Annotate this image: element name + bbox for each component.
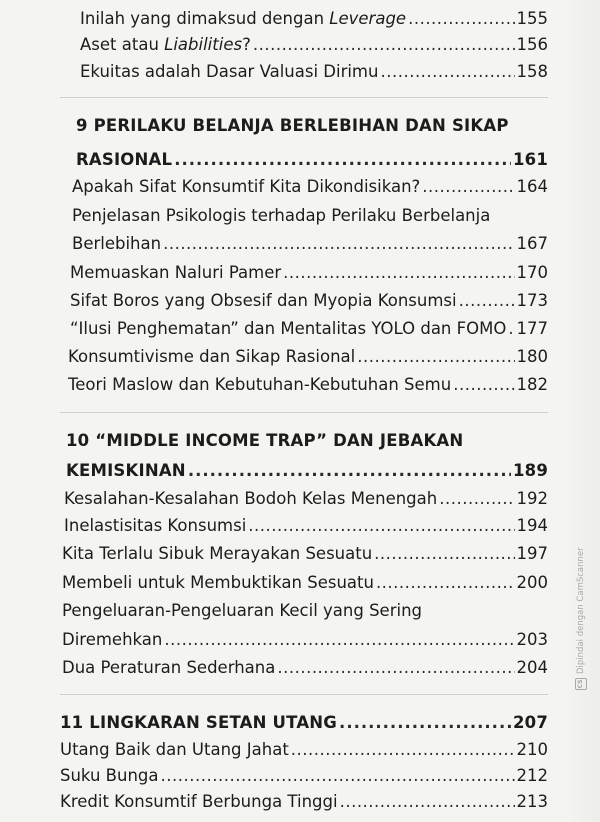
toc-entry[interactable] xyxy=(62,629,548,651)
dot-leader xyxy=(164,629,514,651)
entry-title: Kredit Konsumtif Berbunga Tinggi xyxy=(60,792,338,811)
page-number: 158 xyxy=(516,62,548,81)
chapter-10-heading-line2[interactable]: KEMISKINAN ..... 189 xyxy=(66,460,548,482)
toc-entry-line1[interactable] xyxy=(62,600,548,622)
page-number: 167 xyxy=(516,234,548,253)
entry-title: Kita Terlalu Sibuk Merayakan Sesuatu xyxy=(62,544,373,563)
dot-leader xyxy=(248,515,514,537)
toc-entry-liabilities[interactable] xyxy=(80,34,548,56)
entry-title: Dua Peraturan Sederhana xyxy=(62,658,276,677)
entry-title: Berlebihan xyxy=(72,234,162,253)
page-number: 173 xyxy=(516,291,548,310)
toc-entry[interactable] xyxy=(72,233,548,255)
page-number: 204 xyxy=(516,658,548,677)
page-number: 156 xyxy=(516,35,548,54)
entry-title-italic: Leverage xyxy=(329,9,407,28)
dot-leader xyxy=(188,460,511,482)
chapter-9-heading-line2[interactable]: RASIONAL ..... 161 xyxy=(76,149,548,171)
toc-entry[interactable] xyxy=(70,262,548,284)
page-number: 194 xyxy=(516,516,548,535)
entry-title: Inelastisitas Konsumsi xyxy=(64,516,247,535)
dot-leader xyxy=(374,543,514,565)
entry-title: Kesalahan-Kesalahan Bodoh Kelas Menengah xyxy=(64,489,438,508)
page-number: 200 xyxy=(516,573,548,592)
page-number: 189 xyxy=(512,461,548,480)
entry-title: Suku Bunga xyxy=(60,766,159,785)
page-number: 170 xyxy=(516,263,548,282)
dot-leader xyxy=(291,739,515,761)
toc-entry[interactable] xyxy=(72,176,548,198)
dot-leader xyxy=(376,572,515,594)
toc-entry[interactable] xyxy=(68,346,548,368)
page-number: 207 xyxy=(512,713,548,732)
toc-entry-line1[interactable] xyxy=(72,205,548,227)
dot-leader xyxy=(174,149,511,171)
page-number: 164 xyxy=(516,177,548,196)
dot-leader xyxy=(340,791,515,813)
toc-entry[interactable] xyxy=(62,657,548,679)
toc-entry[interactable] xyxy=(60,791,548,813)
toc-entry[interactable] xyxy=(70,318,548,340)
dot-leader xyxy=(161,765,515,787)
toc-entry[interactable] xyxy=(64,488,548,510)
page-number: 213 xyxy=(516,792,548,811)
dot-leader xyxy=(380,61,514,83)
camscanner-logo-icon: CS xyxy=(575,678,587,690)
page-number: 212 xyxy=(516,766,548,785)
entry-title: Membeli untuk Membuktikan Sesuatu xyxy=(62,573,374,592)
watermark-text: Dipindai dengan CamScanner xyxy=(576,547,586,674)
entry-title: Pengeluaran-Pengeluaran Kecil yang Sering xyxy=(62,601,423,620)
dot-leader xyxy=(283,262,514,284)
entry-title: Teori Maslow dan Kebutuhan-Kebutuhan Semu xyxy=(68,375,452,394)
page-number: 197 xyxy=(516,544,548,563)
entry-title: Penjelasan Psikologis terhadap Perilaku Berbelanja xyxy=(72,206,491,225)
section-divider xyxy=(60,97,548,98)
entry-title-suffix: ? xyxy=(242,35,251,54)
section-divider xyxy=(60,412,548,413)
toc-entry[interactable] xyxy=(68,374,548,396)
toc-entry[interactable] xyxy=(60,739,548,761)
entry-title: Inilah yang dimaksud dengan xyxy=(80,9,330,28)
entry-title: Diremehkan xyxy=(62,630,163,649)
dot-leader xyxy=(439,488,514,510)
page-number: 177 xyxy=(516,319,548,338)
entry-title: Sifat Boros yang Obsesif dan Myopia Konsumsi xyxy=(70,291,457,310)
entry-title: Ekuitas adalah Dasar Valuasi Dirimu xyxy=(80,62,379,81)
page-number: 161 xyxy=(512,150,548,169)
chapter-9-heading-line1[interactable]: 9 PERILAKU BELANJA BERLEBIHAN DAN SIKAP xyxy=(76,116,509,135)
dot-leader xyxy=(453,374,514,396)
entry-title: Apakah Sifat Konsumtif Kita Dikondisikan? xyxy=(72,177,421,196)
dot-leader xyxy=(253,34,515,56)
dot-leader xyxy=(459,290,515,312)
dot-leader xyxy=(422,176,514,198)
entry-title: Memuaskan Naluri Pamer xyxy=(70,263,282,282)
section-divider xyxy=(60,694,548,695)
dot-leader xyxy=(357,346,514,368)
dot-leader xyxy=(408,8,514,30)
entry-title-italic: Liabilities xyxy=(164,35,243,54)
page-number: 155 xyxy=(516,9,548,28)
chapter-10-heading-line1[interactable]: 10 “MIDDLE INCOME TRAP” DAN JEBAKAN xyxy=(66,431,464,450)
entry-title: “Ilusi Penghematan” dan Mentalitas YOLO dan FOMO xyxy=(70,319,507,338)
dot-leader xyxy=(163,233,514,255)
toc-entry[interactable] xyxy=(64,515,548,537)
toc-entry-ekuitas[interactable] xyxy=(80,61,548,83)
dot-leader xyxy=(508,318,514,340)
page-number: 192 xyxy=(516,489,548,508)
chapter-11-heading[interactable]: 11 LINGKARAN SETAN UTANG ..... 207 xyxy=(60,712,548,734)
toc-entry[interactable] xyxy=(62,572,548,594)
page-number: 210 xyxy=(516,740,548,759)
dot-leader xyxy=(277,657,514,679)
toc-entry[interactable] xyxy=(70,290,548,312)
entry-title: Utang Baik dan Utang Jahat xyxy=(60,740,289,759)
scanner-watermark xyxy=(575,547,587,690)
entry-title: Konsumtivisme dan Sikap Rasional xyxy=(68,347,356,366)
page-number: 180 xyxy=(516,347,548,366)
toc-entry-leverage[interactable] xyxy=(80,8,548,30)
dot-leader xyxy=(339,712,511,734)
page-number: 203 xyxy=(516,630,548,649)
toc-entry[interactable] xyxy=(60,765,548,787)
page-edge-shadow xyxy=(566,0,600,822)
page-number: 182 xyxy=(516,375,548,394)
toc-entry[interactable] xyxy=(62,543,548,565)
entry-title: Aset atau xyxy=(80,35,165,54)
